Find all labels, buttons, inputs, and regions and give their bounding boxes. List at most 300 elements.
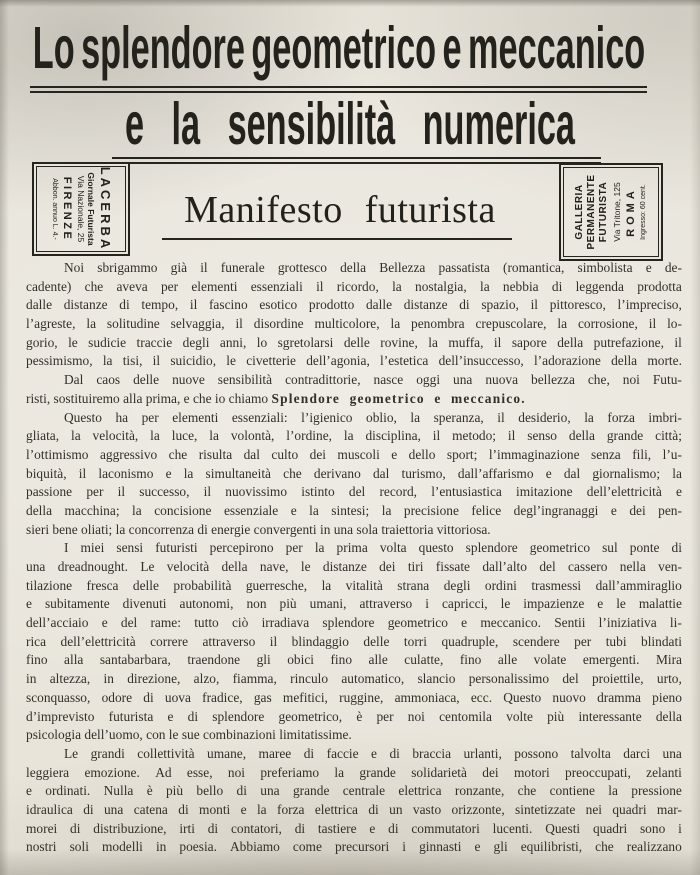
word: modelli — [101, 839, 143, 855]
word: muffa, — [448, 334, 484, 350]
word: biquità, — [26, 465, 67, 481]
title-word: sensibilità — [227, 89, 396, 157]
word: simbolista — [577, 260, 633, 275]
word: ruggine, — [339, 689, 384, 705]
word: le — [616, 596, 626, 612]
word: dell’insuccesso, — [438, 353, 524, 369]
word: e — [290, 502, 297, 518]
word: il — [235, 316, 243, 332]
word: (romantica, — [503, 260, 565, 275]
word: dreadnought. — [57, 559, 128, 574]
word: noi — [622, 372, 640, 388]
word: personalissimo — [468, 671, 550, 687]
word: Abbiamo — [230, 839, 280, 855]
word: fili, — [632, 446, 652, 462]
word: sensibilità — [217, 372, 273, 388]
word: urlanti, — [463, 745, 502, 761]
body-line — [26, 446, 682, 465]
subtitle-underline — [162, 238, 512, 240]
word: e — [165, 465, 172, 481]
word: derivano — [313, 465, 361, 481]
word: nebbia — [502, 278, 539, 294]
word: I — [64, 540, 69, 556]
word: metodo; — [452, 428, 496, 444]
text-segment: risti, sostituiremo alla prima, e che io chiamo — [26, 390, 272, 406]
word: volte — [506, 708, 533, 724]
word: d’imprevisto — [26, 708, 95, 724]
word: della — [221, 559, 248, 574]
word: degli — [443, 577, 471, 593]
word: la — [150, 428, 160, 444]
word: percepirono — [209, 540, 274, 556]
word: Le — [140, 559, 155, 574]
word: della — [557, 334, 584, 350]
word: e — [610, 502, 617, 518]
word: leggiera — [26, 764, 70, 780]
word: elettrica — [314, 801, 358, 817]
word: velocità, — [92, 428, 139, 444]
word: grande — [292, 783, 330, 799]
word: elementi — [172, 409, 219, 425]
word: meccanico. — [480, 615, 541, 631]
word: una — [260, 783, 280, 799]
word: splendore — [212, 708, 265, 724]
word: gliata, — [26, 428, 60, 444]
galleria-admission: Ingresso: 60 cent. — [640, 184, 648, 240]
word: la — [410, 409, 421, 425]
body-line — [26, 614, 682, 633]
word: elettrica — [398, 783, 442, 799]
word: questo — [418, 540, 454, 556]
word: più — [165, 783, 184, 799]
word: precisione — [403, 502, 459, 518]
word: splendore — [322, 615, 375, 631]
word: e — [676, 484, 682, 500]
word: santabarbara, — [99, 652, 171, 668]
word: della — [340, 260, 367, 275]
word: lucenti. — [492, 820, 533, 836]
word: il — [493, 334, 502, 350]
word: senza — [591, 446, 621, 462]
word: noi — [407, 708, 425, 724]
word: del — [120, 615, 138, 631]
word: di — [303, 745, 315, 761]
word: esotico — [259, 297, 298, 313]
word: traccie — [136, 334, 173, 350]
word: Questo — [503, 689, 542, 705]
word: e — [240, 801, 247, 817]
word: laconismo — [98, 465, 154, 481]
word: geometrico — [387, 615, 448, 631]
title-word: geometrico — [251, 13, 437, 81]
word: delle — [343, 334, 370, 350]
word: torri — [403, 633, 427, 649]
word: che — [84, 278, 104, 294]
word: distanze — [403, 297, 448, 313]
word: degli — [182, 334, 210, 350]
body-line — [26, 651, 682, 670]
word: aggressivo — [99, 446, 158, 462]
body-line — [26, 838, 682, 857]
word: slancio — [417, 671, 456, 687]
word: Noi — [64, 260, 85, 275]
lacerba-address: Via Nazionale, 25 — [75, 175, 86, 243]
word: il — [648, 316, 657, 332]
word: della — [655, 708, 682, 724]
title-word: la — [171, 89, 201, 157]
word: subitamente — [44, 596, 110, 612]
word: i — [402, 839, 407, 855]
word: maree — [258, 745, 292, 761]
word: i — [678, 820, 682, 836]
word: dall’ammiraglio — [595, 577, 682, 593]
word: mefitici, — [282, 689, 328, 705]
galleria-name-line3: FUTURISTA — [598, 181, 610, 243]
word: è — [146, 783, 153, 799]
word: alla — [64, 652, 84, 668]
word: Dal — [64, 372, 84, 388]
word: delle — [132, 577, 159, 593]
word: velocità — [166, 559, 210, 574]
word: Questi — [545, 820, 581, 836]
word: e — [26, 596, 32, 612]
word: della — [568, 428, 595, 444]
galleria-name-line1: GALLERIA — [573, 184, 585, 240]
word: dei — [482, 764, 499, 780]
word: equilibristi, — [520, 839, 583, 855]
word: l’u- — [662, 446, 682, 462]
word: ordini — [484, 577, 517, 593]
word: pen- — [658, 502, 682, 518]
word: umani, — [309, 596, 347, 612]
word: Mira — [655, 652, 682, 668]
body-line — [26, 745, 682, 764]
word: dall’affarismo — [457, 465, 534, 481]
word: il — [507, 428, 516, 444]
word: non — [246, 596, 267, 612]
word: penombra — [411, 316, 465, 332]
word: l’immaginazione — [488, 446, 580, 462]
title-word: splendore — [81, 13, 245, 81]
word: miei — [80, 540, 105, 556]
word: passione — [26, 484, 73, 500]
word: e — [645, 260, 652, 275]
word: turismo, — [401, 465, 446, 481]
body-line — [26, 278, 682, 297]
word: Sentii — [554, 615, 586, 631]
word: sul — [602, 540, 618, 556]
body-line — [26, 633, 682, 652]
word: grande — [606, 428, 644, 444]
word: obici — [287, 652, 314, 668]
word: che — [595, 839, 614, 855]
body-line — [26, 670, 682, 689]
word: vasto — [412, 801, 442, 817]
body-line — [26, 315, 682, 334]
word: passatista — [438, 260, 490, 275]
word: centrale — [342, 783, 386, 799]
word: di — [187, 708, 199, 724]
galleria-city: ROMA — [624, 187, 637, 237]
word: gorio, — [26, 334, 58, 350]
word: lo — [256, 334, 268, 350]
word: per — [285, 540, 303, 556]
word: automatico, — [341, 671, 405, 687]
word: Futu- — [652, 372, 682, 388]
word: rovine, — [380, 334, 418, 350]
word: e — [371, 745, 377, 761]
word: nave, — [259, 559, 289, 574]
word: come — [292, 839, 322, 855]
word: tubi — [605, 633, 627, 649]
word: traendone — [187, 652, 241, 668]
word: urto, — [656, 671, 682, 687]
word: l’estetica — [380, 353, 429, 369]
word: imbri- — [648, 409, 682, 425]
word: la — [479, 278, 490, 294]
title-word: e — [442, 13, 462, 81]
word: motori — [513, 764, 550, 780]
word: la — [672, 465, 682, 481]
word: culto — [271, 446, 299, 462]
word: istinto — [301, 484, 335, 500]
word: di — [178, 801, 189, 817]
lacerba-city: FIRENZE — [61, 176, 74, 242]
word: della — [611, 353, 638, 369]
word: dei — [379, 559, 396, 574]
word: strana — [397, 577, 430, 593]
word: tilazione — [26, 577, 73, 593]
word: del — [348, 484, 366, 500]
word: gas — [253, 689, 272, 705]
word: il — [152, 353, 161, 369]
word: il — [497, 409, 505, 425]
body-line — [26, 539, 682, 558]
word: di — [368, 801, 379, 817]
word: morei — [26, 820, 58, 836]
word: la — [132, 502, 142, 518]
word: cadente) — [26, 278, 72, 294]
word: città; — [655, 428, 682, 444]
word: le — [300, 559, 311, 574]
word: gli — [493, 839, 508, 855]
word: vitalità — [345, 577, 383, 593]
text-segment: sieri bene oliati; la concorrenza di energie convergenti in una sola traiettoria vittoriosa. — [26, 521, 491, 537]
word: un — [389, 801, 403, 817]
word: proiettile, — [591, 671, 644, 687]
word: leggenda — [575, 278, 624, 294]
word: dal — [372, 465, 390, 481]
word: quadruple, — [441, 633, 499, 649]
body-line — [26, 465, 682, 484]
word: ginnasti — [419, 839, 462, 855]
text-segment: psicologia dell’uomo, con le sue combinazioni limitatissime. — [26, 727, 352, 743]
word: nei — [585, 801, 602, 817]
word: putrefazione, — [593, 334, 664, 350]
word: il — [200, 260, 208, 275]
word: della — [26, 502, 53, 518]
word: dal — [563, 465, 581, 481]
word: oblio, — [366, 409, 397, 425]
word: e — [167, 708, 174, 724]
word: luce, — [171, 428, 198, 444]
word: che — [168, 446, 188, 462]
word: tempo, — [141, 297, 179, 313]
word: il — [530, 297, 539, 313]
word: fino — [330, 652, 353, 668]
word: alle — [497, 652, 518, 668]
word: ammoniaca, — [394, 689, 460, 705]
word: civetterie — [246, 353, 296, 369]
title-word: e — [125, 89, 145, 157]
word: speranza, — [433, 409, 484, 425]
body-text — [26, 259, 682, 857]
word: l’iniziativa — [598, 615, 657, 631]
word: il — [117, 484, 126, 500]
word: malattie — [638, 596, 682, 612]
word: nuova — [485, 372, 519, 388]
word: il — [78, 465, 87, 481]
word: irti — [179, 820, 195, 836]
word: la — [608, 783, 618, 799]
word: ponte — [629, 540, 660, 556]
lacerba-subscription: Abbon. annuo L. 4.- — [50, 178, 58, 240]
word: volontà, — [230, 428, 275, 444]
word: solitudine — [106, 316, 160, 332]
word: selvaggia, — [170, 316, 225, 332]
body-line — [26, 595, 682, 614]
word: di — [551, 278, 563, 294]
lacerba-masthead: LACERBA — [97, 166, 113, 252]
word: dall’alto — [482, 559, 527, 574]
word: l’igienico — [301, 409, 353, 425]
word: rinculo — [290, 671, 329, 687]
word: fino — [26, 652, 48, 668]
word: fiamma, — [232, 671, 277, 687]
word: alle — [368, 652, 388, 668]
body-line — [26, 820, 682, 839]
word: ha — [115, 409, 129, 425]
word: dalle — [26, 297, 53, 313]
word: fissate — [435, 559, 470, 574]
word: interessante — [578, 708, 642, 724]
word: ronzante, — [454, 783, 505, 799]
word: volate — [533, 652, 567, 668]
word: uova — [164, 689, 191, 705]
word: emozione. — [84, 764, 140, 780]
word: grottesco — [277, 260, 327, 275]
body-line — [26, 782, 682, 801]
word: sono — [639, 820, 666, 836]
word: funerale — [220, 260, 265, 275]
body-line — [26, 483, 682, 502]
word: emergenti. — [582, 652, 640, 668]
word: prima — [336, 540, 368, 556]
body-line — [26, 390, 682, 409]
word: preoccupati, — [565, 764, 631, 780]
word: caos — [96, 372, 121, 388]
word: il — [316, 278, 324, 294]
word: la — [86, 316, 97, 332]
word: di — [388, 820, 399, 836]
word: catena — [133, 801, 168, 817]
word: e — [26, 783, 32, 799]
word: trasmessi — [531, 577, 582, 593]
word: grandi — [90, 745, 125, 761]
word: disordine — [253, 316, 304, 332]
word: la — [381, 502, 392, 518]
word: attraverso — [202, 633, 256, 649]
word: macchina; — [64, 502, 120, 518]
word: distanze — [322, 559, 367, 574]
word: le — [500, 596, 511, 612]
lacerba-subtitle: Giornale Futurista — [86, 172, 97, 246]
word: disciplina, — [365, 428, 421, 444]
word: poesia. — [179, 839, 217, 855]
word: la — [334, 764, 345, 780]
word: il — [432, 428, 441, 444]
word: fresca — [86, 577, 119, 593]
word: delle — [363, 633, 390, 649]
word: la — [321, 577, 332, 593]
word: guerresche, — [245, 577, 308, 593]
word: forza — [276, 801, 305, 817]
word: nostalgia, — [415, 278, 467, 294]
word: giornalismo; — [592, 465, 661, 481]
word: nasce — [373, 372, 404, 388]
word: Nulla — [103, 783, 134, 799]
word: geometrico — [529, 540, 591, 556]
word: suicidio, — [170, 353, 217, 369]
word: Questo — [64, 409, 102, 425]
word: dell’agonia, — [306, 353, 370, 369]
word: scendere — [512, 633, 560, 649]
word: fradice, — [202, 689, 243, 705]
word: gli — [256, 652, 271, 668]
word: sintesi; — [331, 502, 370, 518]
word: essenziali: — [231, 409, 288, 425]
main-title-line1 — [33, 12, 645, 82]
word: il — [269, 633, 278, 649]
word: più — [547, 708, 565, 724]
word: dell’elettricità — [60, 633, 136, 649]
word: collettività — [137, 745, 195, 761]
word: culatte, — [404, 652, 444, 668]
word: per — [574, 633, 592, 649]
word: la — [256, 801, 267, 817]
word: sbrigammo — [97, 260, 158, 275]
word: i — [425, 596, 429, 612]
word: dell’acciaio — [26, 615, 89, 631]
word: il — [674, 334, 682, 350]
word: sensi — [116, 540, 144, 556]
word: pittoresco, — [549, 297, 606, 313]
word: e — [391, 446, 398, 462]
word: orizzonte, — [451, 801, 505, 817]
word: di — [207, 820, 219, 836]
word: realizzano — [626, 839, 682, 855]
body-line — [26, 334, 682, 353]
word: muscoli — [337, 446, 380, 462]
word: soli — [69, 839, 89, 855]
word: dell’elettricità — [586, 484, 662, 500]
word: faccie — [326, 745, 359, 761]
body-line — [26, 352, 682, 371]
word: del — [539, 559, 556, 574]
word: direzione, — [127, 671, 181, 687]
word: felice — [471, 502, 502, 518]
word: centomila — [439, 708, 492, 724]
